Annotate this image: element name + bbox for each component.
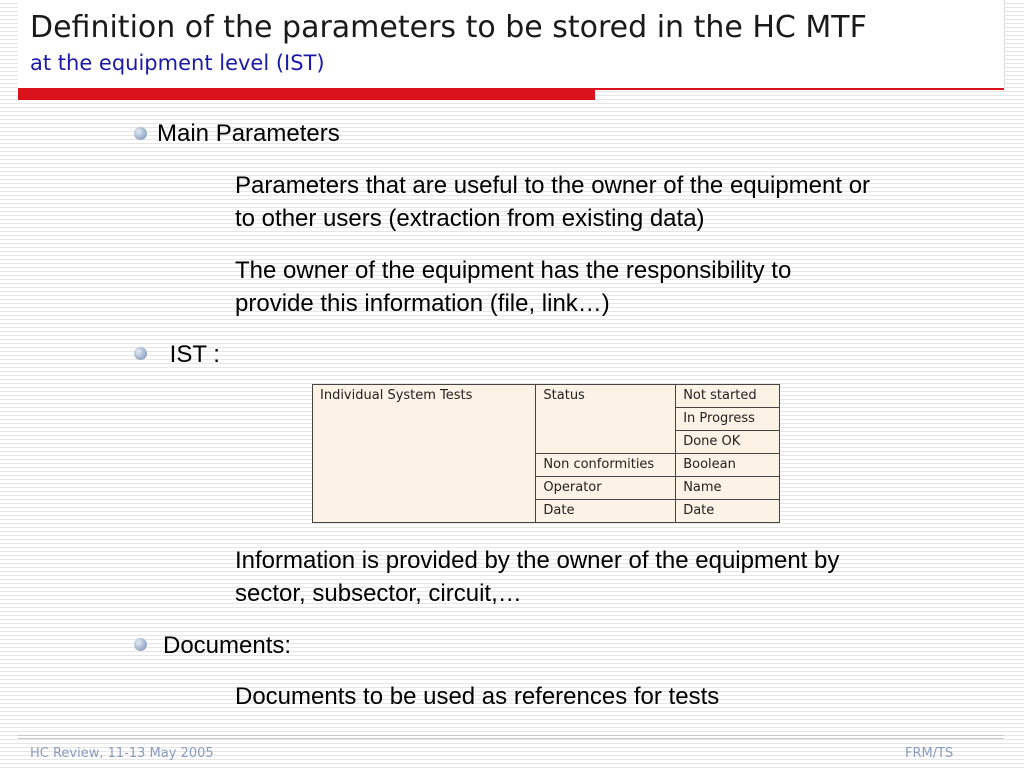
- table-cell-param: Status: [536, 385, 676, 454]
- title-bar: [18, 0, 1005, 88]
- main-parameters-para2-line2: provide this information (file, link…): [235, 290, 610, 317]
- table-cell-param: Operator: [536, 477, 676, 500]
- main-parameters-para1-line1: Parameters that are useful to the owner of the equipment or: [235, 172, 871, 199]
- footer-event: HC Review, 11-13 May 2005: [30, 746, 214, 761]
- documents-line1: Documents to be used as references for tests: [235, 683, 720, 710]
- table-cell-param: Non conformities: [536, 454, 676, 477]
- table-cell-value: In Progress: [676, 408, 780, 431]
- table-cell-value: Not started: [676, 385, 780, 408]
- ist-heading: IST :: [163, 341, 220, 368]
- table-cell-value: Boolean: [676, 454, 780, 477]
- main-parameters-para2-line1: The owner of the equipment has the responsibility to: [235, 257, 792, 284]
- bullet-icon: [134, 347, 147, 360]
- main-parameters-para1-line2: to other users (extraction from existing data): [235, 205, 705, 232]
- documents-heading: Documents:: [163, 632, 292, 659]
- ist-parameters-table: [312, 384, 780, 523]
- ist-info-line2: sector, subsector, circuit,…: [235, 580, 522, 607]
- slide-subtitle: at the equipment level (IST): [30, 51, 325, 75]
- footer-divider: [18, 735, 1004, 736]
- footer-divider: [18, 738, 1004, 739]
- title-accent-line: [595, 88, 1004, 90]
- table-cell-value: Date: [676, 500, 780, 523]
- table-cell-value: Name: [676, 477, 780, 500]
- table-cell-system: Individual System Tests: [313, 385, 536, 523]
- table-row: [313, 385, 780, 408]
- main-parameters-heading: Main Parameters: [157, 120, 340, 147]
- slide-title: Definition of the parameters to be stored in the HC MTF: [30, 10, 867, 45]
- table-cell-value: Done OK: [676, 431, 780, 454]
- ist-info-line1: Information is provided by the owner of the equipment by: [235, 547, 840, 574]
- bullet-icon: [134, 127, 147, 140]
- table-cell-param: Date: [536, 500, 676, 523]
- footer-group: FRM/TS: [905, 746, 954, 761]
- bullet-icon: [134, 638, 147, 651]
- title-accent-bar: [18, 88, 595, 100]
